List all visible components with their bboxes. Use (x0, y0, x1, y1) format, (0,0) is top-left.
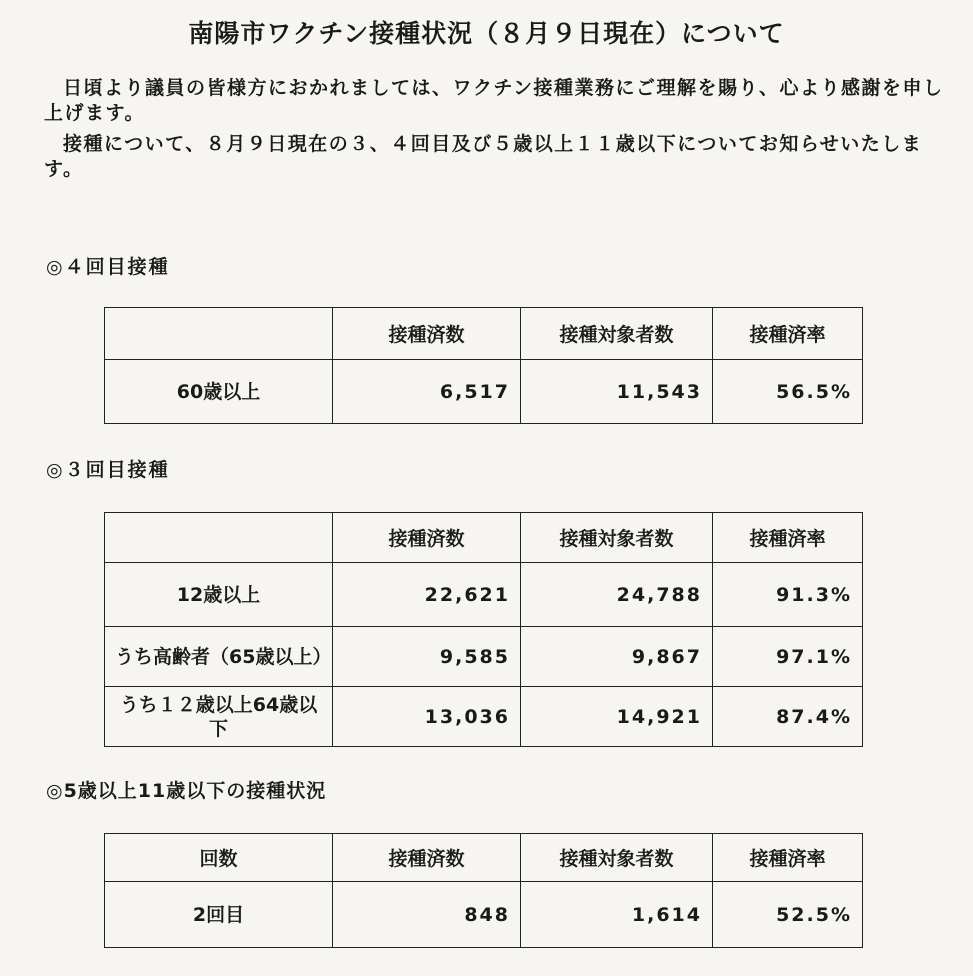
row-done: 13,036 (333, 687, 521, 747)
table-header-row (105, 834, 863, 882)
section-heading-4th-dose: ◎４回目接種 (46, 256, 170, 278)
row-target: 24,788 (521, 563, 713, 627)
row-target: 9,867 (521, 627, 713, 687)
row-done: 9,585 (333, 627, 521, 687)
header-cell-count: 回数 (105, 834, 333, 882)
header-cell-done: 接種済数 (333, 513, 521, 563)
header-cell-target: 接種対象者数 (521, 308, 713, 360)
intro-text (44, 76, 944, 182)
row-rate: 52.5% (713, 882, 863, 948)
row-rate: 91.3% (713, 563, 863, 627)
table-age-5-11 (104, 833, 863, 948)
row-label: うち高齢者（65歳以上） (105, 627, 333, 687)
header-cell-category (105, 513, 333, 563)
row-target: 1,614 (521, 882, 713, 948)
header-cell-rate: 接種済率 (713, 834, 863, 882)
table-row (105, 360, 863, 424)
row-target: 11,543 (521, 360, 713, 424)
row-rate: 87.4% (713, 687, 863, 747)
header-cell-done: 接種済数 (333, 834, 521, 882)
header-cell-category (105, 308, 333, 360)
row-label: 12歳以上 (105, 563, 333, 627)
intro-paragraph-2: 接種について、８月９日現在の３、４回目及び５歳以上１１歳以下についてお知らせいたします。 (44, 133, 923, 180)
header-cell-rate: 接種済率 (713, 513, 863, 563)
row-rate: 97.1% (713, 627, 863, 687)
table-row (105, 627, 863, 687)
table-header-row (105, 308, 863, 360)
header-cell-target: 接種対象者数 (521, 834, 713, 882)
header-cell-done: 接種済数 (333, 308, 521, 360)
header-cell-rate: 接種済率 (713, 308, 863, 360)
document-title: 南陽市ワクチン接種状況（８月９日現在）について (188, 19, 785, 48)
table-row (105, 882, 863, 948)
row-rate: 56.5% (713, 360, 863, 424)
row-label: 60歳以上 (105, 360, 333, 424)
section-heading-3rd-dose: ◎３回目接種 (46, 459, 170, 481)
row-done: 22,621 (333, 563, 521, 627)
row-done: 848 (333, 882, 521, 948)
table-4th-dose (104, 307, 863, 424)
table-header-row (105, 513, 863, 563)
table-row (105, 687, 863, 747)
row-label: うち１２歳以上64歳以下 (105, 687, 333, 747)
intro-paragraph-1: 日頃より議員の皆様方におかれましては、ワクチン接種業務にご理解を賜り、心より感謝を申し上げます。 (44, 77, 944, 124)
section-heading-age-5-11: ◎5歳以上11歳以下の接種状況 (46, 780, 327, 802)
row-target: 14,921 (521, 687, 713, 747)
row-done: 6,517 (333, 360, 521, 424)
table-row (105, 563, 863, 627)
header-cell-target: 接種対象者数 (521, 513, 713, 563)
row-label: 2回目 (105, 882, 333, 948)
table-3rd-dose (104, 512, 863, 747)
